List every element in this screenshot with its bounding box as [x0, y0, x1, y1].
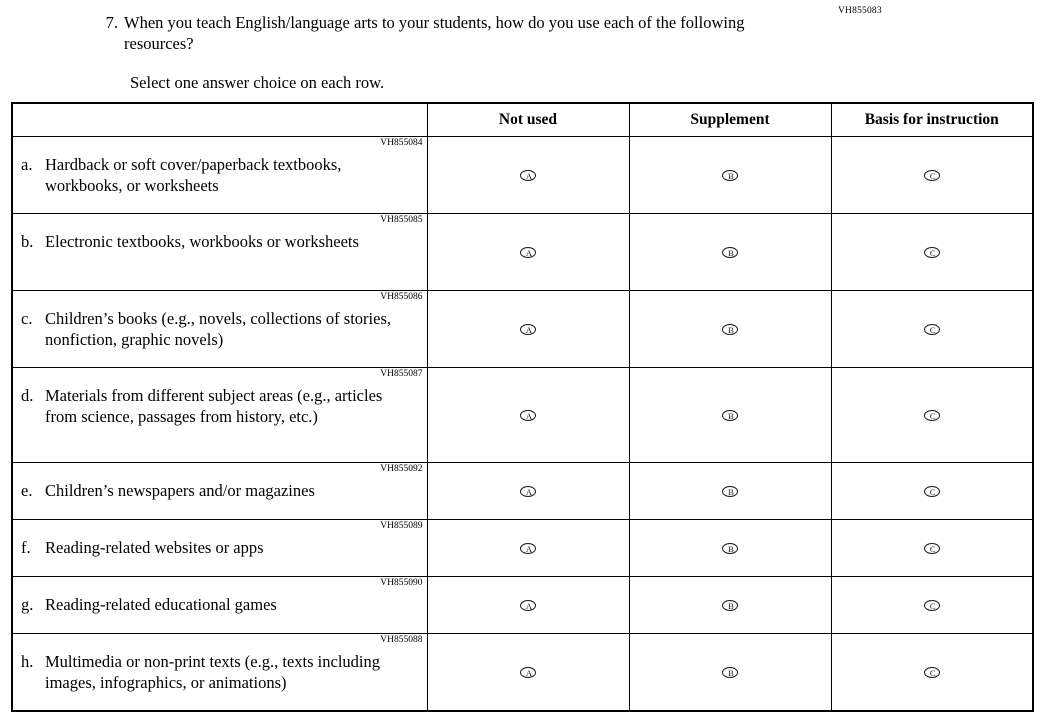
row-label-cell [12, 577, 427, 634]
table-row [12, 634, 1033, 712]
radio-option-supplement[interactable] [629, 634, 831, 712]
radio-bubble-c[interactable]: C [924, 410, 940, 421]
question-stem [96, 12, 796, 54]
radio-bubble-c[interactable]: C [924, 324, 940, 335]
item-code: VH855086 [380, 292, 423, 302]
table-row [12, 577, 1033, 634]
radio-option-supplement[interactable] [629, 577, 831, 634]
item-text: Children’s books (e.g., novels, collections of stories, nonfiction, graphic novels) [45, 309, 391, 349]
column-header-supplement: Supplement [629, 103, 831, 137]
radio-option-supplement[interactable] [629, 463, 831, 520]
item-letter: h. [21, 652, 34, 671]
column-header-not-used: Not used [427, 103, 629, 137]
radio-option-not-used[interactable] [427, 463, 629, 520]
radio-option-supplement[interactable] [629, 291, 831, 368]
item-text: Multimedia or non-print texts (e.g., texts including images, infographics, or animations) [45, 652, 380, 692]
question-instruction: Select one answer choice on each row. [130, 73, 385, 92]
radio-option-supplement[interactable] [629, 368, 831, 463]
item-text: Electronic textbooks, workbooks or worksheets [45, 232, 359, 251]
question-number: 7. [105, 13, 118, 32]
table-row [12, 291, 1033, 368]
radio-option-basis[interactable] [831, 368, 1033, 463]
radio-bubble-b[interactable]: B [722, 600, 738, 611]
item-letter: f. [21, 538, 31, 557]
radio-bubble-c[interactable]: C [924, 543, 940, 554]
row-label-cell [12, 291, 427, 368]
radio-option-basis[interactable] [831, 137, 1033, 214]
row-label-cell [12, 368, 427, 463]
item-text: Children’s newspapers and/or magazines [45, 481, 315, 500]
table-row [12, 520, 1033, 577]
table-row [12, 214, 1033, 291]
radio-option-basis[interactable] [831, 577, 1033, 634]
radio-option-supplement[interactable] [629, 137, 831, 214]
item-text: Reading-related websites or apps [45, 538, 264, 557]
radio-option-not-used[interactable] [427, 634, 629, 712]
item-letter: d. [21, 386, 34, 405]
item-code: VH855085 [380, 215, 423, 225]
radio-bubble-b[interactable]: B [722, 543, 738, 554]
radio-bubble-c[interactable]: C [924, 667, 940, 678]
radio-bubble-b[interactable]: B [722, 170, 738, 181]
radio-bubble-b[interactable]: B [722, 324, 738, 335]
radio-bubble-a[interactable]: A [520, 170, 536, 181]
radio-option-basis[interactable] [831, 520, 1033, 577]
radio-option-supplement[interactable] [629, 214, 831, 291]
radio-bubble-b[interactable]: B [722, 667, 738, 678]
radio-bubble-b[interactable]: B [722, 410, 738, 421]
radio-option-basis[interactable] [831, 291, 1033, 368]
item-code: VH855089 [380, 521, 423, 531]
item-code: VH855090 [380, 578, 423, 588]
radio-option-not-used[interactable] [427, 577, 629, 634]
row-label-cell [12, 137, 427, 214]
column-header-blank [12, 103, 427, 137]
radio-bubble-c[interactable]: C [924, 170, 940, 181]
table-row [12, 137, 1033, 214]
radio-bubble-a[interactable]: A [520, 486, 536, 497]
radio-option-not-used[interactable] [427, 368, 629, 463]
row-label-cell [12, 463, 427, 520]
question-text: When you teach English/language arts to your students, how do you use each of the following resources? [124, 13, 745, 53]
item-code: VH855088 [380, 635, 423, 645]
column-header-basis-for-instruction: Basis for instruction [831, 103, 1033, 137]
radio-bubble-c[interactable]: C [924, 247, 940, 258]
item-code: VH855087 [380, 369, 423, 379]
row-label-cell [12, 214, 427, 291]
row-label-cell [12, 634, 427, 712]
item-letter: g. [21, 595, 34, 614]
radio-bubble-b[interactable]: B [722, 247, 738, 258]
item-code: VH855084 [380, 138, 423, 148]
question-block [96, 12, 796, 93]
radio-bubble-c[interactable]: C [924, 486, 940, 497]
matrix-header-row [12, 103, 1033, 137]
radio-option-basis[interactable] [831, 463, 1033, 520]
radio-option-not-used[interactable] [427, 291, 629, 368]
table-row [12, 463, 1033, 520]
row-label-cell [12, 520, 427, 577]
item-letter: e. [21, 481, 33, 500]
radio-bubble-a[interactable]: A [520, 324, 536, 335]
response-matrix [11, 102, 1034, 712]
radio-bubble-a[interactable]: A [520, 543, 536, 554]
radio-bubble-a[interactable]: A [520, 667, 536, 678]
radio-option-basis[interactable] [831, 634, 1033, 712]
radio-bubble-a[interactable]: A [520, 247, 536, 258]
radio-option-not-used[interactable] [427, 520, 629, 577]
radio-bubble-b[interactable]: B [722, 486, 738, 497]
radio-option-supplement[interactable] [629, 520, 831, 577]
item-text: Materials from different subject areas (e.g., articles from science, passages from history, etc.) [45, 386, 383, 426]
radio-option-basis[interactable] [831, 214, 1033, 291]
item-text: Reading-related educational games [45, 595, 277, 614]
radio-bubble-c[interactable]: C [924, 600, 940, 611]
item-text: Hardback or soft cover/paperback textbooks, workbooks, or worksheets [45, 155, 342, 195]
table-row [12, 368, 1033, 463]
item-code: VH855092 [380, 464, 423, 474]
item-letter: c. [21, 309, 33, 328]
item-letter: a. [21, 155, 33, 174]
radio-bubble-a[interactable]: A [520, 600, 536, 611]
page-item-code: VH855083 [838, 6, 882, 16]
radio-option-not-used[interactable] [427, 137, 629, 214]
radio-bubble-a[interactable]: A [520, 410, 536, 421]
item-letter: b. [21, 232, 34, 251]
radio-option-not-used[interactable] [427, 214, 629, 291]
